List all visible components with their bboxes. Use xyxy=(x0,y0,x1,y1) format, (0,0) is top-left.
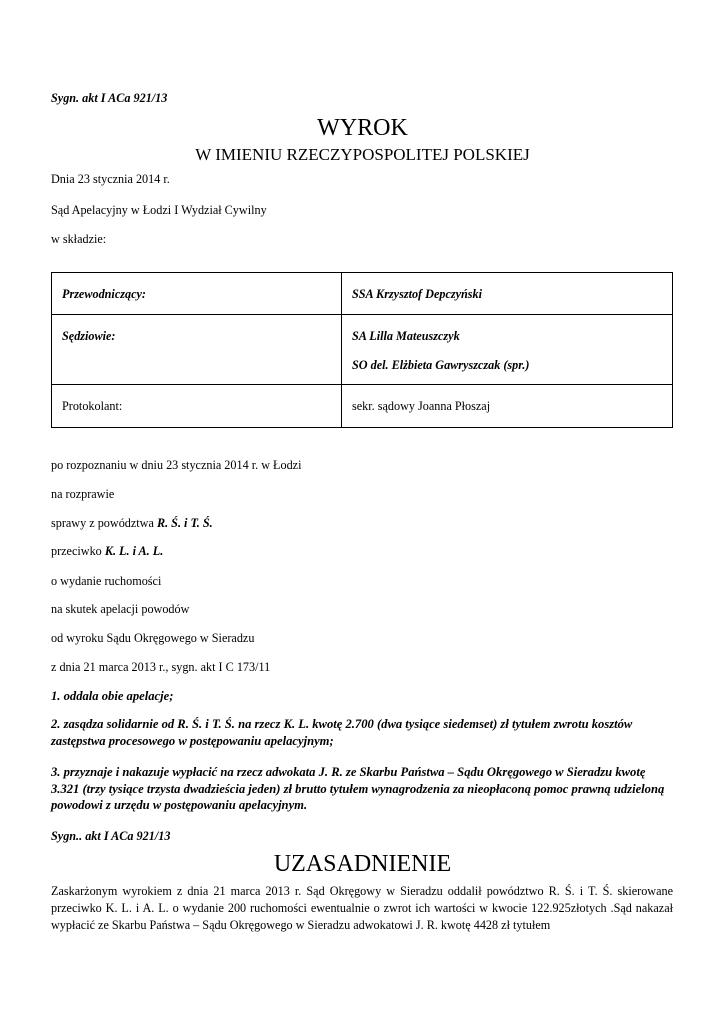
ruling-point-1: 1. oddala obie apelacje; xyxy=(51,689,174,703)
proceedings-date: po rozpoznaniu w dniu 23 stycznia 2014 r. w Łodzi xyxy=(51,458,302,472)
judges-label: Sędziowie: xyxy=(52,315,342,385)
justification-paragraph: Zaskarżonym wyrokiem z dnia 21 marca 2013 r. Sąd Okręgowy w Sieradzu oddalił powództwo R. Ś. i T. Ś. skierowane przeciwko K. L. i A. L. o wydanie 200 ruchomości ewentualnie o zwrot ich wartości w kwocie 122.925złotych .Sąd nakazał wypłacić ze Skarbu Państwa – Sądu Okręgowego w Sieradzu adwokatowi J. R. kwotę 4428 zł tytułem xyxy=(51,884,673,933)
proceedings-lower-court: od wyroku Sądu Okręgowego w Sieradzu xyxy=(51,631,255,645)
judge-name: SA Lilla Mateuszczyk xyxy=(352,329,460,343)
plaintiffs-names: R. Ś. i T. Ś. xyxy=(156,516,213,530)
judge-name: SO del. Elżbieta Gawryszczak (spr.) xyxy=(352,358,530,372)
composition-label: w składzie: xyxy=(51,232,107,246)
bench-row-clerk xyxy=(52,385,673,428)
clerk-label: Protokolant: xyxy=(52,385,342,428)
proceedings-plaintiffs xyxy=(51,516,213,531)
chair-name: SSA Krzysztof Depczyński xyxy=(342,273,673,315)
bench-row-judges xyxy=(52,315,673,385)
bench-row-chair xyxy=(52,273,673,315)
judges-names xyxy=(342,315,673,385)
proceedings-subject: o wydanie ruchomości xyxy=(51,574,162,588)
plaintiffs-prefix: sprawy z powództwa xyxy=(51,516,157,530)
defendants-names: K. L. i A. L. xyxy=(104,544,164,558)
proceedings-hearing: na rozprawie xyxy=(51,487,115,501)
justification-title: UZASADNIENIE xyxy=(273,851,452,877)
chair-label: Przewodniczący: xyxy=(52,273,342,315)
proceedings-defendants xyxy=(51,544,163,559)
proceedings-lower-judgment: z dnia 21 marca 2013 r., sygn. akt I C 173/11 xyxy=(51,660,271,674)
proceedings-appeal: na skutek apelacji powodów xyxy=(51,602,190,616)
ruling-point-2: 2. zasądza solidarnie od R. Ś. i T. Ś. na rzecz K. L. kwotę 2.700 (dwa tysiące siedemset) zł tytułem zwrotu kosztów zastępstwa procesowego w postępowaniu apelacyjnym; xyxy=(51,717,633,748)
court-name: Sąd Apelacyjny w Łodzi I Wydział Cywilny xyxy=(51,203,267,217)
case-signature-top: Sygn. akt I ACa 921/13 xyxy=(51,91,168,105)
judgment-date: Dnia 23 stycznia 2014 r. xyxy=(51,172,170,186)
clerk-name: sekr. sądowy Joanna Płoszaj xyxy=(342,385,673,428)
case-signature-bottom: Sygn.. akt I ACa 921/13 xyxy=(51,829,171,843)
ruling-point-3: 3. przyznaje i nakazuje wypłacić na rzecz adwokata J. R. ze Skarbu Państwa – Sądu Okręgowego w Sieradzu kwotę 3.321 (trzy tysiące trzysta dwadzieścia jeden) zł brutto tytułem wynagrodzenia za nieopłaconą pomoc prawną udzieloną powodowi z urzędu w postępowaniu apelacyjnym. xyxy=(51,765,665,812)
judgment-subtitle: W IMIENIU RZECZYPOSPOLITEJ POLSKIEJ xyxy=(195,145,530,164)
defendants-prefix: przeciwko xyxy=(51,544,105,558)
bench-table xyxy=(51,272,673,428)
judgment-title: WYROK xyxy=(317,115,408,141)
